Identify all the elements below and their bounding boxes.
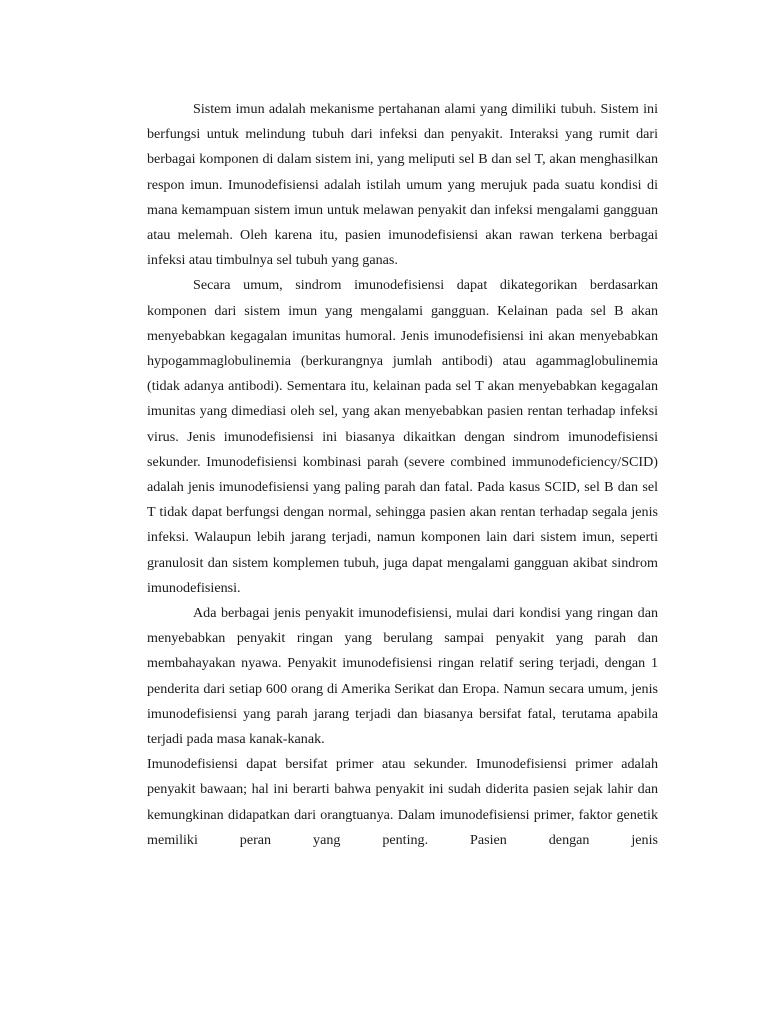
paragraph-3: Ada berbagai jenis penyakit imunodefisiensi, mulai dari kondisi yang ringan dan menyebabkan penyakit ringan yang berulang sampai penyakit yang parah dan membahayakan nyawa. Penyakit imunodefisiensi ringan relatif sering terjadi, dengan 1 penderita dari setiap 600 orang di Amerika Serikat dan Eropa. Namun secara umum, jenis imunodefisiensi yang parah jarang terjadi dan biasanya bersifat fatal, terutama apabila terjadi pada masa kanak-kanak. — [147, 605, 658, 748]
paragraph-2: Secara umum, sindrom imunodefisiensi dapat dikategorikan berdasarkan komponen dari sistem imun yang mengalami gangguan. Kelainan pada sel B akan menyebabkan kegagalan imunitas humoral. Jenis imunodefisiensi ini akan menyebabkan hypogammaglobulinemia (berkurangnya jumlah antibodi) atau agammaglobulinemia (tidak adanya antibodi). Sementara itu, kelainan pada sel T akan menyebabkan kegagalan imunitas yang dimediasi oleh sel, yang akan menyebabkan pasien rentan terhadap infeksi virus. Jenis imunodefisiensi ini biasanya dikaitkan dengan sindrom imunodefisiensi sekunder. Imunodefisiensi kombinasi parah (severe combined immunodeficiency/SCID) adalah jenis imunodefisiensi yang paling parah dan fatal. Pada kasus SCID, sel B dan sel T tidak dapat berfungsi dengan normal, sehingga pasien akan rentan terhadap segala jenis infeksi. Walaupun lebih jarang terjadi, namun komponen lain dari sistem imun, seperti granulosit dan sistem komplemen tubuh, juga dapat mengalami gangguan akibat sindrom imunodefisiensi. — [147, 277, 658, 596]
paragraph-1: Sistem imun adalah mekanisme pertahanan alami yang dimiliki tubuh. Sistem ini berfungsi untuk melindung tubuh dari infeksi dan penyakit. Interaksi yang rumit dari berbagai komponen di dalam sistem ini, yang meliputi sel B dan sel T, akan menghasilkan respon imun. Imunodefisiensi adalah istilah umum yang merujuk pada suatu kondisi di mana kemampuan sistem imun untuk melawan penyakit dan infeksi mengalami gangguan atau melemah. Oleh karena itu, pasien imunodefisiensi akan rawan terkena berbagai infeksi atau timbulnya sel tubuh yang ganas. — [147, 101, 658, 269]
document-page — [147, 97, 658, 853]
paragraph-4: Imunodefisiensi dapat bersifat primer atau sekunder. Imunodefisiensi primer adalah penyakit bawaan; hal ini berarti bahwa penyakit ini sudah diderita pasien sejak lahir dan kemungkinan didapatkan dari orangtuanya. Dalam imunodefisiensi primer, faktor genetik memiliki peran yang penting. Pasien dengan jenis — [147, 756, 658, 848]
